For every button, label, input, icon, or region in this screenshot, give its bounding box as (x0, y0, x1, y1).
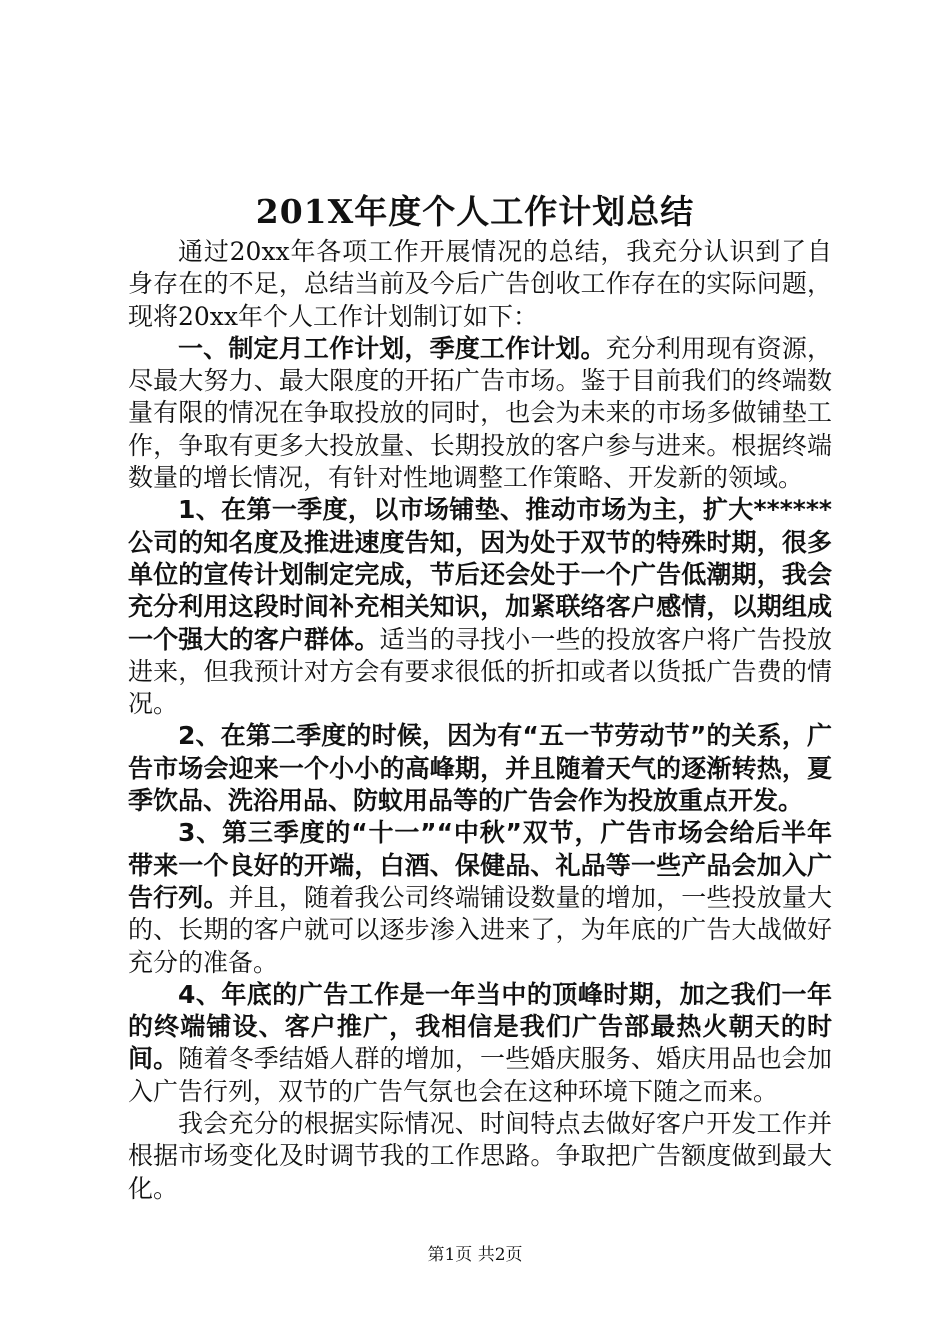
paragraph-q2 (128, 720, 832, 817)
paragraph-conclusion (128, 1108, 832, 1205)
paragraph-bold: 一、制定月工作计划，季度工作计划。 (178, 333, 606, 363)
paragraph-bold: 1、在第一季度，以市场铺垫、推动市场为主，扩大******公司的知名度及推进速度告知，因为处于双节的特殊时期，很多单位的宣传计划制定完成，节后还会处于一个广告低潮期，我会充分利用这段时间补充相关知识，加紧联络客户感情，以期组成一个强大的客户群体。 (128, 495, 832, 654)
paragraph-q1 (128, 494, 832, 720)
paragraph-text: 通过20xx年各项工作开展情况的总结，我充分认识到了自身存在的不足，总结当前及今后广告创收工作存在的实际问题，现将20xx年个人工作计划制订如下： (128, 237, 832, 331)
paragraph-text: 我会充分的根据实际情况、时间特点去做好客户开发工作并根据市场变化及时调节我的工作思路。争取把广告额度做到最大化。 (128, 1109, 832, 1203)
paragraph-q3 (128, 817, 832, 978)
document-title: 201X年度个人工作计划总结 (255, 192, 695, 231)
paragraph-text: 随着冬季结婚人群的增加，一些婚庆服务、婚庆用品也会加入广告行列，双节的广告气氛也会在这种环境下随之而来。 (128, 1044, 832, 1106)
paragraph-bold: 4、年底的广告工作是一年当中的顶峰时期，加之我们一年的终端铺设、客户推广，我相信是我们广告部最热火朝天的时间。 (128, 979, 832, 1074)
paragraph-bold: 3、第三季度的“十一”“中秋”双节，广告市场会给后半年带来一个良好的开端，白酒、保健品、礼品等一些产品会加入广告行列。 (128, 818, 832, 912)
paragraph-text: 充分利用现有资源，尽最大努力、最大限度的开拓广告市场。鉴于目前我们的终端数量有限的情况在争取投放的同时，也会为未来的市场多做铺垫工作，争取有更多大投放量、长期投放的客户参与进来。根据终端数量的增长情况，有针对性地调整工作策略、开发新的领域。 (128, 333, 832, 493)
paragraph-text: 适当的寻找小一些的投放客户将广告投放进来，但我预计对方会有要求很低的折扣或者以货抵广告费的情况。 (128, 624, 832, 719)
paragraph-q4 (128, 979, 832, 1108)
paragraph-text: 并且，随着我公司终端铺设数量的增加，一些投放量大的、长期的客户就可以逐步渗入进来了，为年底的广告大战做好充分的准备。 (128, 882, 832, 977)
page-footer: 第1页 共2页 (427, 1245, 523, 1265)
paragraph-section-1 (128, 333, 832, 494)
paragraph-bold: 2、在第二季度的时候，因为有“五一节劳动节”的关系，广告市场会迎来一个小小的高峰期，并且随着天气的逐渐转热，夏季饮品、洗浴用品、防蚊用品等的广告会作为投放重点开发。 (128, 721, 832, 816)
document-body (128, 236, 832, 1205)
paragraph-intro (128, 236, 832, 333)
